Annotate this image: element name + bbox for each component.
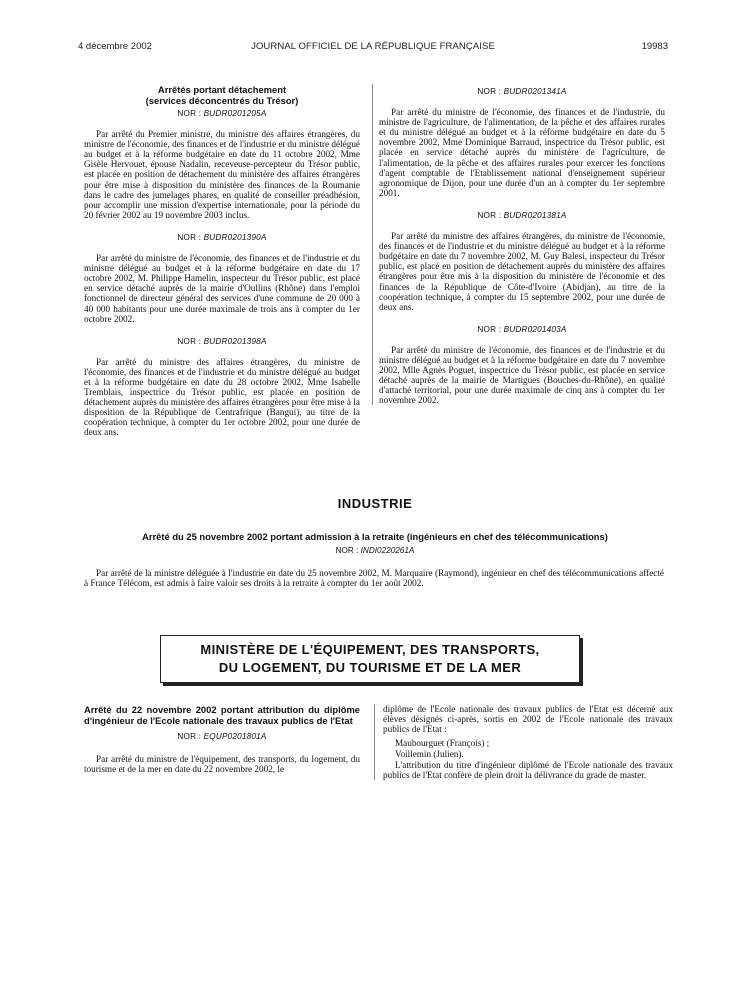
left-column (84, 84, 360, 438)
equipement-right-column (374, 704, 673, 780)
decree-text: Par arrêté du ministre de l'économie, des finances et de l'industrie, du ministre de l'agriculture, de l'alimentation, de la pêche et des affaires rurales et du ministre délégué au budget et à la réforme budgétaire en date du 5 novembre 2002, Mme Dominique Barraud, inspectrice du Trésor public, est placée en service détaché auprès du ministère de l'agriculture, de l'alimentation, de la pêche et des affaires rurales pour exercer les fonctions d'agent comptable de l'Etablissement national d'enseignement supérieur agronomique de Dijon, pour une durée d'un an à compter du 1er septembre 2001. (379, 107, 665, 198)
page-header (78, 41, 668, 55)
nor-code: EQUP0201801A (203, 732, 267, 741)
nor-code: BUDR0201398A (203, 336, 267, 346)
decree-text: Par arrêté du ministre de l'économie, des finances et de l'industrie et du ministre délégué au budget et à la réforme budgétaire en date du 17 octobre 2002, M. Philippe Hamelin, inspecteur du Trésor public, est placé en service détaché auprès de la mairie d'Oullins (Rhône) dans l'emploi fonctionnel de directeur général des services d'une commune de 20 000 à 40 000 habitants pour une durée maximale de trois ans à compter du 1er octobre 2002. (84, 253, 360, 324)
nor-label: NOR : (177, 336, 202, 346)
nor-reference (379, 211, 665, 221)
header-date: 4 décembre 2002 (78, 41, 152, 52)
decree-closing-text: L'attribution du titre d'ingénieur diplômé de l'Ecole nationale des travaux publics de l'Etat confère de plein droit la délivrance du grade de master. (383, 760, 673, 781)
graduate-name: Maubourguet (François) ; (395, 737, 490, 748)
decree-text: Par arrêté du ministre des affaires étrangères, du ministre de l'économie, des finances et de l'industrie et du ministre délégué au budget et à la réforme budgétaire en date du 28 octobre 2002, Mme Isabelle Tremblais, inspectrice du Trésor public, est placée en position de détachement auprès du ministère des affaires étrangères pour être mise à la disposition de la République de Centrafrique (Bangui), au titre de la coopération technique, à compter du 1er octobre 2002, pour une durée de deux ans. (84, 356, 360, 438)
ministry-heading-line2: DU LOGEMENT, DU TOURISME ET DE LA MER (218, 660, 522, 675)
industrie-heading: INDUSTRIE (337, 496, 413, 511)
nor-reference (379, 87, 665, 97)
nor-code: BUDR0201381A (503, 210, 567, 220)
nor-code: BUDR0201403A (503, 324, 567, 334)
industrie-decree-title: Arrêté du 25 novembre 2002 portant admission à la retraite (ingénieurs en chef des télécommunications) (142, 531, 608, 542)
nor-reference (84, 732, 360, 742)
nor-code: BUDR0201341A (503, 87, 567, 96)
nor-reference (84, 233, 360, 243)
graduate-name: Voillemin (Julien). (395, 748, 464, 759)
page-number: 19983 (641, 41, 668, 52)
equipement-decree-title: Arrêté du 22 novembre 2002 portant attribution du diplôme d'ingénieur de l'Ecole nationale des travaux publics de l'Etat (84, 704, 360, 726)
nor-label: NOR : (477, 210, 502, 220)
journal-title: JOURNAL OFFICIEL DE LA RÉPUBLIQUE FRANÇAISE (251, 41, 495, 52)
nor-reference (84, 109, 360, 119)
nor-label: NOR : (177, 732, 202, 741)
nor-label: NOR : (477, 87, 502, 96)
industrie-decree-text: Par arrêté de la ministre déléguée à l'industrie en date du 25 novembre 2002, M. Marquaire (Raymond), ingénieur en chef des télécommunications affecté à France Télécom, est admis à faire valoir ses droits à la retraite à compter du 1er août 2002. (84, 568, 664, 589)
nor-reference (0, 546, 750, 555)
ministry-heading-box (160, 635, 580, 683)
decree-text: Par arrêté du ministre de l'économie, des finances et de l'industrie et du ministre délégué au budget et à la réforme budgétaire en date du 7 novembre 2002, Mlle Agnès Poguet, inspectrice du Trésor public, est placée en service détaché auprès de la mairie de Martigues (Bouches-du-Rhône), en qualité d'attaché territorial, pour une durée maximale de cinq ans à compter du 1er novembre 2002. (379, 344, 665, 406)
decree-text-continued: diplôme de l'Ecole nationale des travaux publics de l'Etat est décerné aux élèves désignés ci-après, sortis en 2002 de l'Ecole nationale des travaux publics de l'Etat : (383, 704, 673, 735)
decree-text: Par arrêté du ministre des affaires étrangères, du ministre de l'économie, des finances et de l'industrie et du ministre délégué au budget et à la réforme budgétaire en date du 7 novembre 2002, M. Guy Balesi, inspecteur du Trésor public, est placé en position de détachement auprès du ministère des affaires étrangères pour être mis à la disposition du ministère de l'économie et des finances de la République de Côte-d'Ivoire (Abidjan), au titre de la coopération technique, à compter du 15 septembre 2002, pour une durée de deux ans. (379, 231, 665, 312)
nor-code: INDI0220261A (360, 546, 415, 555)
nor-label: NOR : (477, 324, 502, 334)
equipement-left-column (84, 704, 360, 775)
section-title-line2: (services déconcentrés du Trésor) (145, 95, 299, 106)
decree-text: Par arrêté du Premier ministre, du ministre des affaires étrangères, du ministre de l'économie, des finances et de l'industrie et du ministre délégué au budget et à la réforme budgétaire en date du 11 octobre 2002, Mme Gisèle Hervouet, épouse Nadalin, receveuse-percepteur du Trésor public, est placée en position de détachement du ministère des affaires étrangères pour être mise à disposition du ministère des finances de la Roumanie dans le cadre des jumelages phares, en qualité de conseiller préadhésion, pour accomplir une mission d'expertise internationale, pour la période du 20 février 2002 au 19 novembre 2003 inclus. (84, 129, 360, 220)
nor-label: NOR : (177, 109, 202, 118)
nor-label: NOR : (177, 232, 202, 242)
nor-reference (379, 325, 665, 335)
nor-code: BUDR0201390A (203, 232, 267, 242)
right-column (372, 84, 665, 405)
nor-reference (84, 337, 360, 347)
nor-label: NOR : (335, 546, 359, 555)
section-title-line1: Arrêtés portant détachement (157, 84, 287, 95)
section-title (84, 84, 360, 106)
nor-code: BUDR0201205A (203, 109, 267, 118)
ministry-heading-line1: MINISTÈRE DE L'ÉQUIPEMENT, DES TRANSPORTS, (200, 642, 540, 657)
decree-text: Par arrêté du ministre de l'équipement, des transports, du logement, du tourisme et de la mer en date du 22 novembre 2002, le (84, 754, 360, 775)
